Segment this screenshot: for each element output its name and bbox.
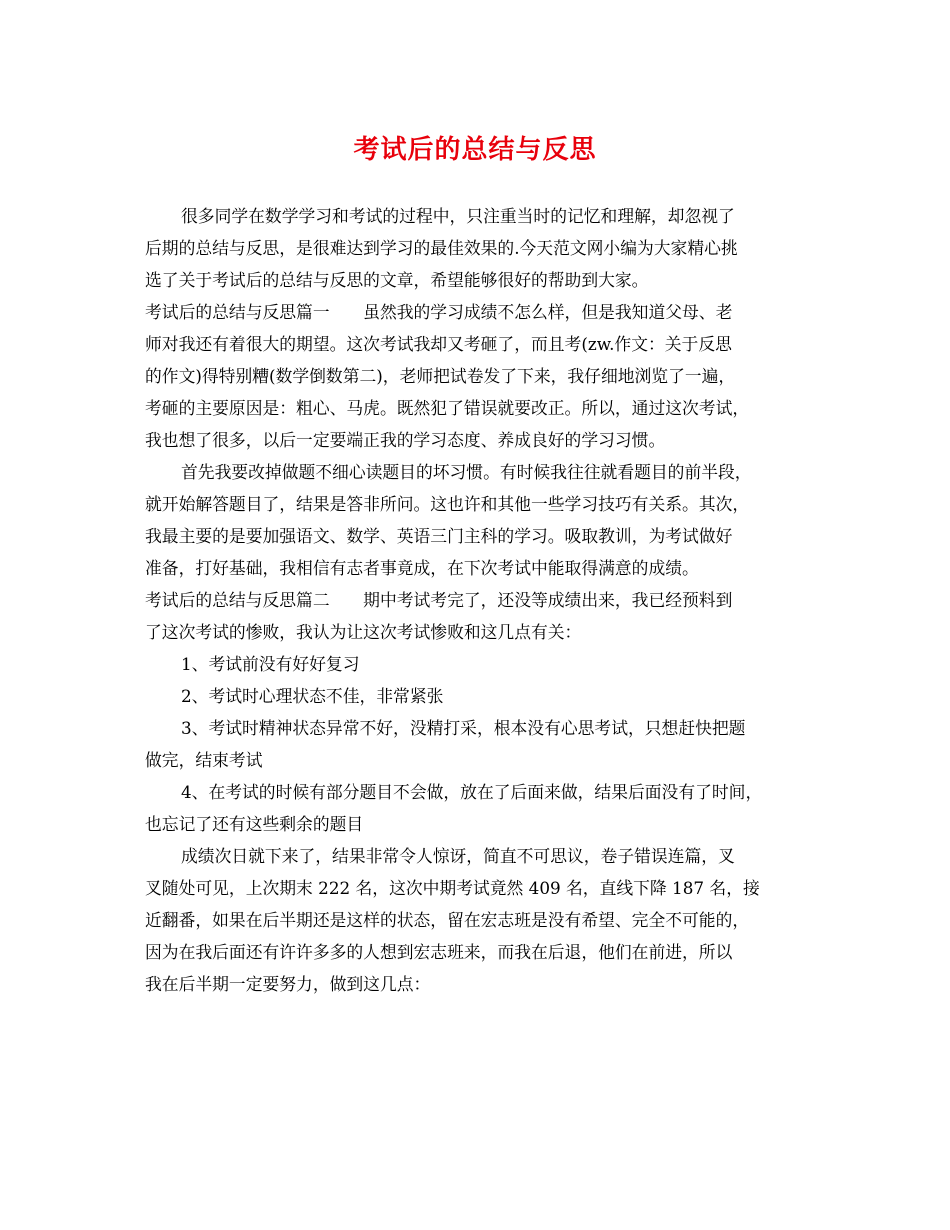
- text-line: 也忘记了还有这些剩余的题目: [145, 814, 364, 834]
- text-line: 的作文)得特别糟(数学倒数第二)，老师把试卷发了下来，我仔细地浏览了一遍，: [145, 366, 736, 386]
- text-line: 做完，结束考试: [145, 750, 263, 770]
- text-line: 很多同学在数学学习和考试的过程中，只注重当时的记忆和理解，却忽视了: [181, 206, 735, 226]
- page-title: 考试后的总结与反思: [353, 135, 597, 165]
- text-line: 3、考试时精神状态异常不好，没精打采，根本没有心思考试，只想赶快把题: [181, 718, 746, 738]
- text-line: 师对我还有着很大的期望。这次考试我却又考砸了，而且考(zw.作文：关于反思: [145, 334, 732, 354]
- text-line: 考试后的总结与反思篇一 虽然我的学习成绩不怎么样，但是我知道父母、老: [145, 302, 733, 322]
- text-line: 近翻番，如果在后半期还是这样的状态，留在宏志班是没有希望、完全不可能的，: [145, 910, 750, 930]
- text-line: 首先我要改掉做题不细心读题目的坏习惯。有时候我往往就看题目的前半段，: [181, 462, 752, 482]
- text-line: 就开始解答题目了，结果是答非所问。这也许和其他一些学习技巧有关系。其次，: [145, 494, 750, 514]
- text-line: 后期的总结与反思，是很难达到学习的最佳效果的.今天范文网小编为大家精心挑: [145, 238, 738, 258]
- text-line: 成绩次日就下来了，结果非常令人惊讶，简直不可思议，卷子错误连篇，叉: [181, 846, 735, 866]
- text-line: 4、在考试的时候有部分题目不会做，放在了后面来做，结果后面没有了时间，: [181, 782, 763, 802]
- text-line: 考砸的主要原因是：粗心、马虎。既然犯了错误就要改正。所以，通过这次考试，: [145, 398, 750, 418]
- text-line: 2、考试时心理状态不佳，非常紧张: [181, 686, 444, 706]
- text-line: 1、考试前没有好好复习: [181, 654, 360, 674]
- text-line: 了这次考试的惨败，我认为让这次考试惨败和这几点有关：: [145, 622, 582, 642]
- text-line: 我最主要的是要加强语文、数学、英语三门主科的学习。吸取教训，为考试做好: [145, 526, 733, 546]
- text-line: 我在后半期一定要努力，做到这几点：: [145, 974, 431, 994]
- text-line: 我也想了很多，以后一定要端正我的学习态度、养成良好的学习习惯。: [145, 430, 666, 450]
- text-line: 考试后的总结与反思篇二 期中考试考完了，还没等成绩出来，我已经预料到: [145, 590, 733, 610]
- text-line: 选了关于考试后的总结与反思的文章，希望能够很好的帮助到大家。: [145, 270, 649, 290]
- text-line: 准备，打好基础，我相信有志者事竟成，在下次考试中能取得满意的成绩。: [145, 558, 699, 578]
- text-line: 因为在我后面还有许许多多的人想到宏志班来，而我在后退，他们在前进，所以: [145, 942, 733, 962]
- text-line: 叉随处可见，上次期末 222 名，这次中期考试竟然 409 名，直线下降 187 名，接: [145, 878, 760, 898]
- document-body: [145, 200, 815, 1000]
